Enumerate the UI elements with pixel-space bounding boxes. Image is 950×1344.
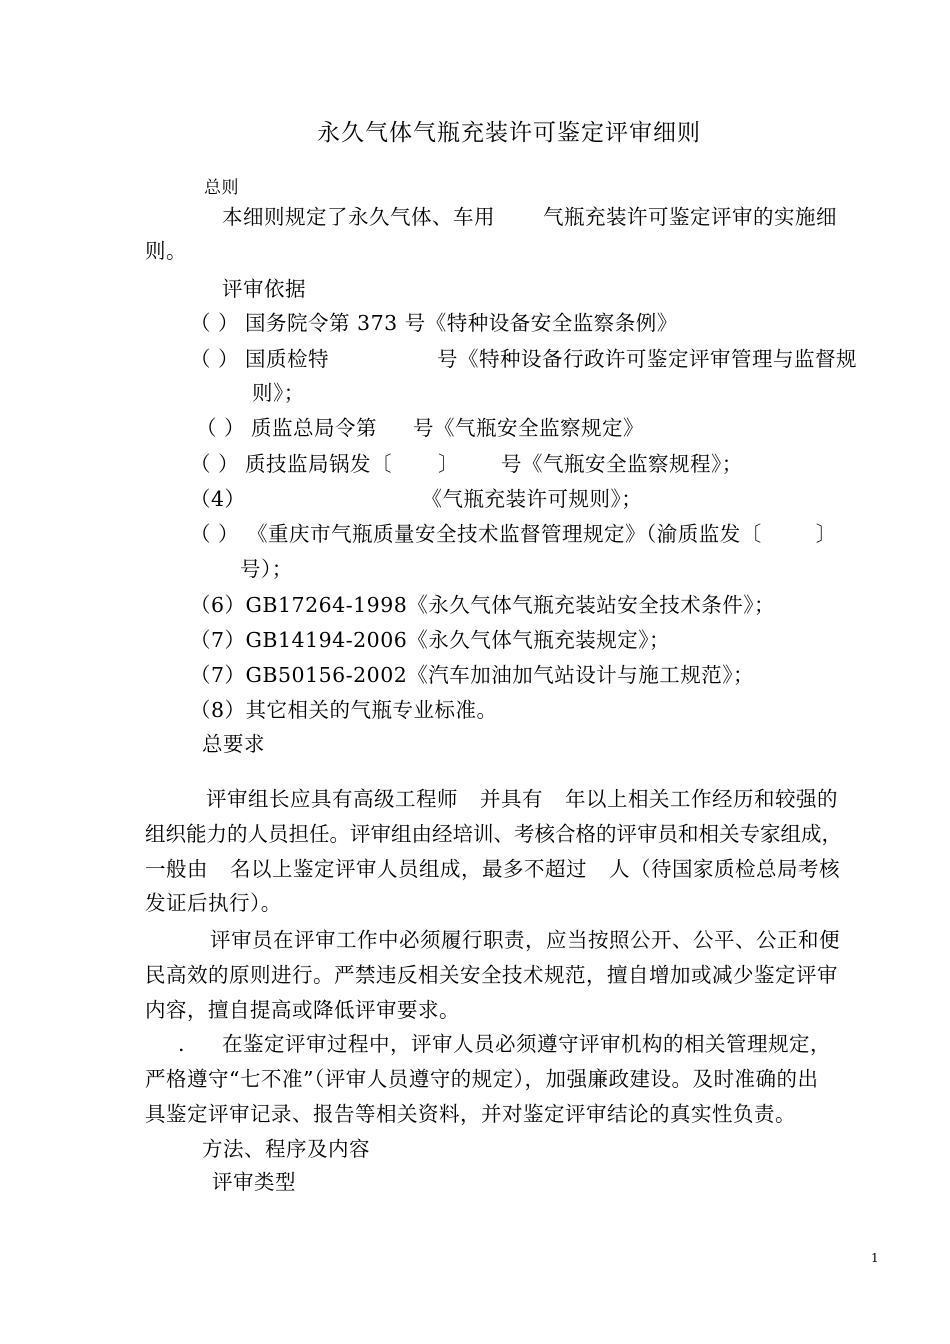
paragraph-line: 民高效的原则进行。严禁违反相关安全技术规范，擅自增加或减少鉴定评审 [145, 963, 838, 987]
paragraph-line: 一般由 名以上鉴定评审人员组成，最多不超过 人（待国家质检总局考核 [145, 857, 840, 881]
paragraph-line: 具鉴定评审记录、报告等相关资料，并对鉴定评审结论的真实性负责。 [145, 1102, 796, 1126]
basis-item: （ ） 质监总局令第 号《气瓶安全监察规定》 [196, 416, 645, 440]
basis-item: （ ） 国质检特 号《特种设备行政许可鉴定评审管理与监督规 [190, 347, 858, 371]
basis-item-continuation: 则》； [252, 381, 305, 405]
basis-item: （6）GB17264-1998《永久气体气瓶充装站安全技术条件》； [190, 593, 776, 617]
intro-line-2: 则。 [145, 239, 187, 263]
section-heading-general: 总则 [204, 178, 239, 198]
paragraph-line: 内容，擅自提高或降低评审要求。 [145, 998, 460, 1022]
section-heading-review-type: 评审类型 [212, 1170, 296, 1194]
basis-item: （7）GB14194-2006《永久气体气瓶充装规定》； [190, 628, 671, 652]
paragraph-line: 严格遵守“七不准”（评审人员遵守的规定），加强廉政建设。及时准确的出 [145, 1067, 819, 1091]
paragraph-line: 在鉴定评审过程中，评审人员必须遵守评审机构的相关管理规定， [222, 1032, 831, 1056]
section-heading-basis: 评审依据 [222, 277, 306, 301]
intro-line-1: 本细则规定了永久气体、车用 气瓶充装许可鉴定评审的实施细 [222, 205, 837, 229]
basis-item: （ ） 质技监局锅发〔 〕 号《气瓶安全监察规程》； [190, 452, 743, 476]
section-heading-methods: 方法、程序及内容 [202, 1137, 370, 1161]
basis-item-continuation: 号）； [240, 557, 293, 581]
basis-item: （7）GB50156-2002《汽车加油加气站设计与施工规范》； [190, 663, 755, 687]
basis-item: （8）其它相关的气瓶专业标准。 [190, 698, 498, 722]
paragraph-line: 发证后执行）。 [145, 891, 282, 915]
paragraph-line: 组织能力的人员担任。评审组由经培训、考核合格的评审员和相关专家组成， [145, 822, 842, 846]
page-title: 永久气体气瓶充装许可鉴定评审细则 [317, 120, 701, 146]
page-number: 1 [871, 1251, 879, 1265]
section-heading-requirements: 总要求 [202, 732, 265, 756]
paragraph-line: 评审员在评审工作中必须履行职责，应当按照公开、公平、公正和便 [210, 928, 840, 952]
paragraph-line: 评审组长应具有高级工程师 并具有 年以上相关工作经历和较强的 [206, 787, 838, 811]
basis-item: （4） 《气瓶充装许可规则》； [190, 487, 643, 511]
basis-item: （ ） 《重庆市气瓶质量安全技术监督管理规定》（渝质监发〔 〕 [190, 522, 837, 546]
paragraph-bullet: . [178, 1032, 186, 1056]
basis-item: （ ） 国务院令第 373 号《特种设备安全监察条例》 [190, 311, 678, 335]
